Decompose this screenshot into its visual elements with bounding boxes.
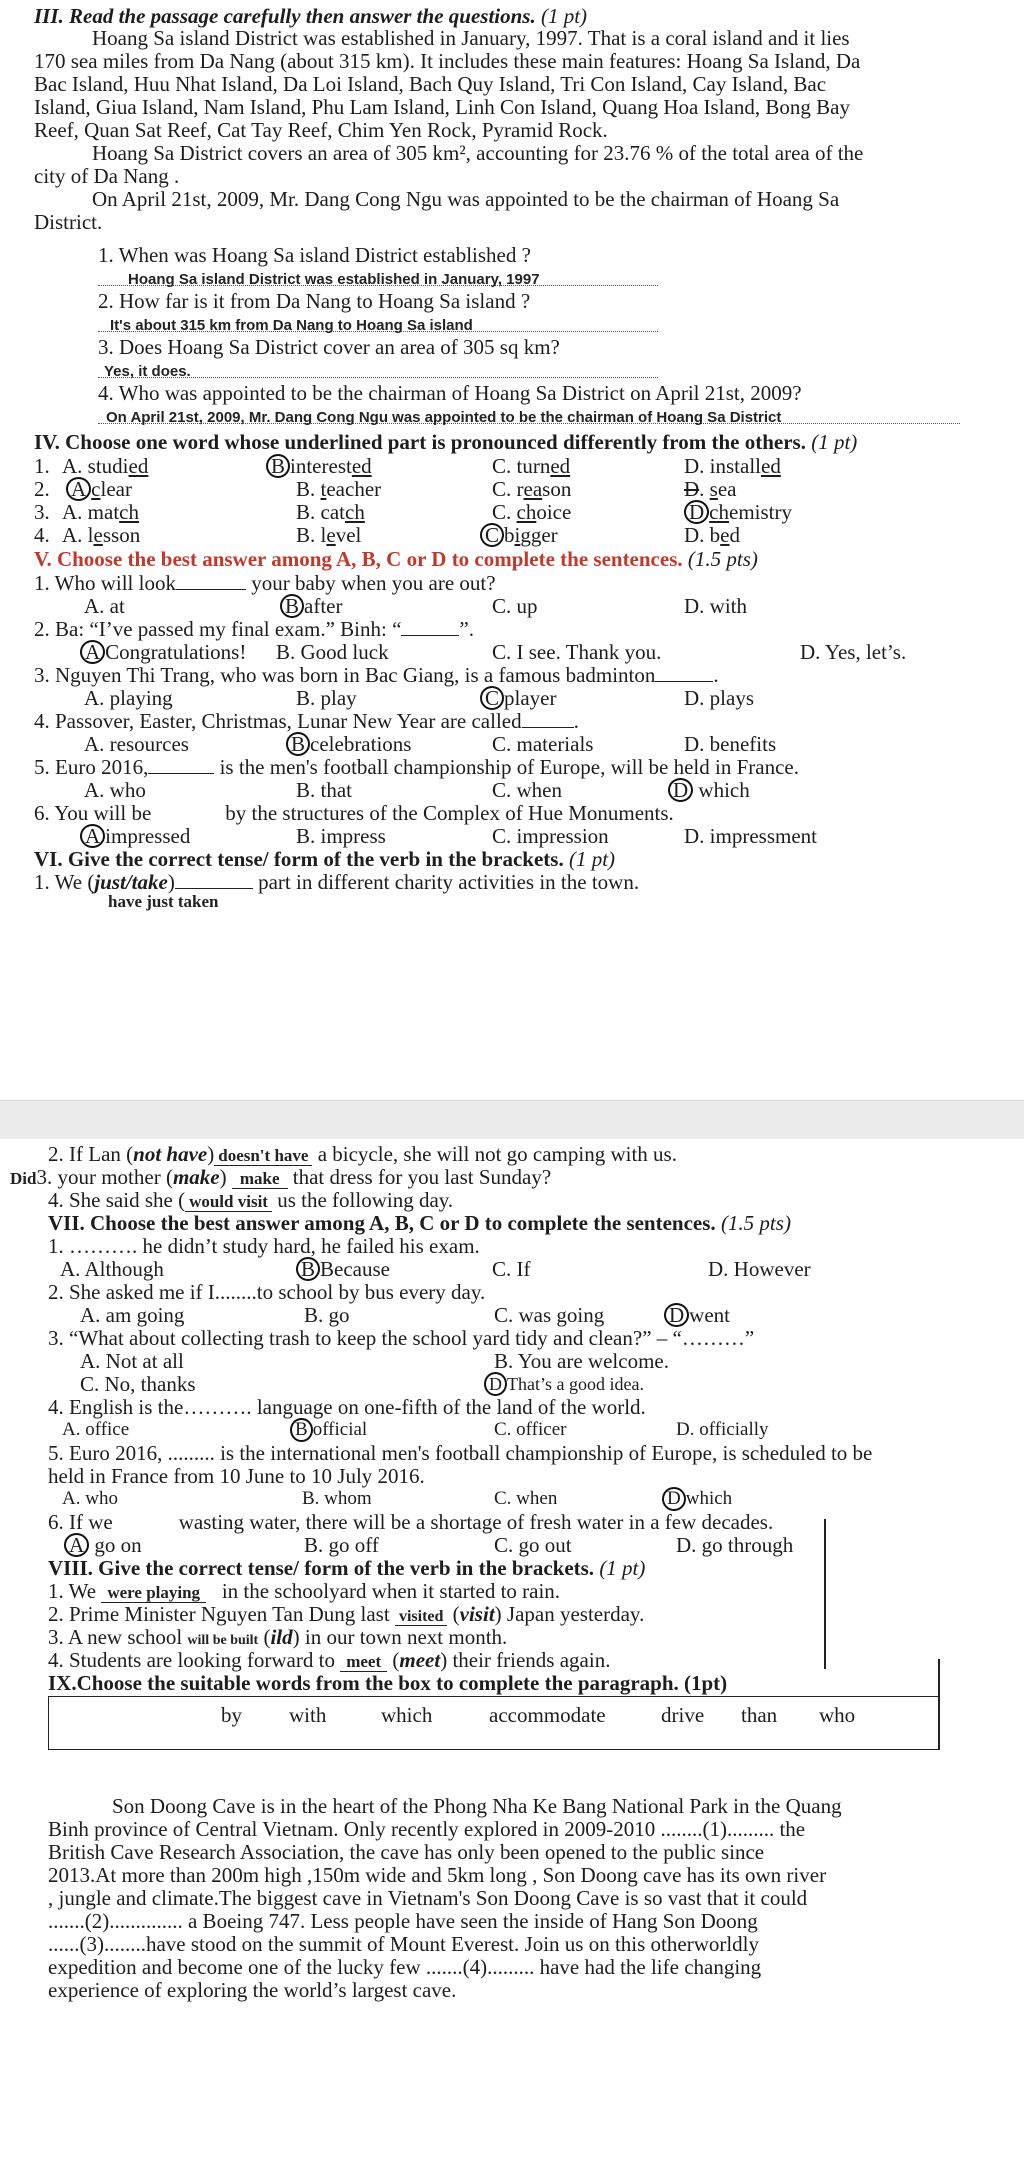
worksheet-page-2: [0, 1139, 1024, 2158]
option-c-circled[interactable]: C bigger: [480, 523, 558, 547]
option-a[interactable]: A. who: [84, 778, 146, 802]
section-4-row: 4. A. lesson B. level C bigger D. bed: [34, 523, 740, 547]
word-box-item[interactable]: which: [381, 1703, 433, 1727]
verb-question-2: 2. Prime Minister Nguyen Tan Dung last visited (visit) Japan yesterday.: [48, 1602, 645, 1626]
option-c[interactable]: C. reason: [492, 477, 572, 501]
section-4-row: 2. A clear B. teacher C. reason D. sea: [34, 477, 737, 501]
margin-line: [938, 1659, 940, 1749]
option-d[interactable]: D. officially: [676, 1419, 769, 1440]
options-row: [62, 1418, 962, 1442]
paragraph-line: 2013.At more than 200m high ,150m wide and 5km long , Son Doong cave has its own river: [48, 1863, 827, 1887]
option-a[interactable]: A. match: [62, 500, 139, 524]
paragraph-line: British Cave Research Association, the cave has only been opened to the public since: [48, 1840, 765, 1864]
option-c[interactable]: C. was going: [494, 1303, 605, 1327]
question-stem: 1. Who will look your baby when you are out?: [34, 571, 496, 595]
option-a[interactable]: A. Not at all: [80, 1349, 184, 1373]
option-a[interactable]: A. am going: [80, 1303, 185, 1327]
answer-line-2: It's about 315 km from Da Nang to Hoang Sa island: [98, 311, 658, 332]
options-row: [64, 1533, 964, 1557]
question-stem: 5. Euro 2016, is the men's football championship of Europe, will be held in France.: [34, 755, 799, 779]
paragraph-line: ......(3)........have stood on the summit of Mount Everest. Join us on this otherworldly: [48, 1932, 760, 1956]
option-d[interactable]: D. benefits: [684, 732, 777, 756]
verb-question-3: Did3. your mother (make) make that dress for you last Sunday?: [10, 1165, 552, 1189]
question-stem: 3. “What about collecting trash to keep the school yard tidy and clean?” – “………”: [48, 1326, 755, 1350]
section-8-heading: VIII. Give the correct tense/ form of the verb in the brackets. (1 pt): [48, 1556, 646, 1580]
passage-line: Island, Giua Island, Nam Island, Phu Lam Island, Linh Con Island, Quang Hoa Island, Bong Bay: [34, 95, 850, 119]
passage-line: On April 21st, 2009, Mr. Dang Cong Ngu was appointed to be the chairman of Hoang Sa: [92, 187, 840, 211]
option-b-circled[interactable]: B celebrations: [286, 732, 411, 756]
option-d[interactable]: D. with: [684, 594, 747, 618]
question-stem: 4. English is the………. language on one-fifth of the land of the world.: [48, 1395, 646, 1419]
option-d[interactable]: D. Yes, let’s.: [800, 640, 907, 664]
options-row: [84, 732, 984, 756]
word-box-item[interactable]: who: [819, 1703, 856, 1727]
answer-line-3: Yes, it does.: [98, 357, 658, 378]
option-d[interactable]: D. plays: [684, 686, 754, 710]
word-box-item[interactable]: with: [289, 1703, 327, 1727]
verb-question-1: 1. We (just/take) part in different charity activities in the town.: [34, 870, 640, 894]
passage-line: Reef, Quan Sat Reef, Cat Tay Reef, Chim Yen Rock, Pyramid Rock.: [34, 118, 608, 142]
question-stem: 3. Nguyen Thi Trang, who was born in Bac Giang, is a famous badminton .: [34, 663, 719, 687]
option-c[interactable]: C. If: [492, 1257, 531, 1281]
option-d-circled[interactable]: D went: [664, 1303, 730, 1327]
options-row: [80, 824, 1000, 848]
option-d[interactable]: D. However: [708, 1257, 811, 1281]
question-stem: 2. Ba: “I’ve passed my final exam.” Binh: “ ”.: [34, 617, 474, 641]
option-b-circled[interactable]: B after: [280, 594, 342, 618]
margin-line: [824, 1519, 826, 1669]
option-c[interactable]: C. officer: [494, 1419, 567, 1440]
paragraph-line: expedition and become one of the lucky few .......(4)......... have had the life changing: [48, 1955, 762, 1979]
option-b[interactable]: B. go: [304, 1303, 350, 1327]
option-a[interactable]: A. playing: [84, 686, 173, 710]
verb-question-2: 2. If Lan (not have) doesn't have a bicycle, she will not go camping with us.: [48, 1142, 677, 1166]
option-b[interactable]: B. catch: [296, 500, 365, 524]
option-b[interactable]: B. You are welcome.: [494, 1349, 669, 1373]
option-b[interactable]: B. whom: [302, 1488, 372, 1509]
option-a-circled[interactable]: A impressed: [80, 824, 190, 848]
option-b[interactable]: B. impress: [296, 824, 386, 848]
question-stem: 4. Passover, Easter, Christmas, Lunar New Year are called .: [34, 709, 579, 733]
option-c[interactable]: C. up: [492, 594, 538, 618]
verb-question-4: 4. Students are looking forward to meet (meet) their friends again.: [48, 1648, 611, 1672]
options-row: [84, 686, 984, 710]
section-4-row: 3. A. match B. catch C. choice D chemistry: [34, 500, 792, 524]
option-b[interactable]: B. that: [296, 778, 352, 802]
word-box-item[interactable]: by: [221, 1703, 242, 1727]
option-b[interactable]: B. level: [296, 523, 362, 547]
option-b[interactable]: B. play: [296, 686, 357, 710]
section-3-heading: III. Read the passage carefully then answer the questions. (1 pt): [34, 4, 588, 28]
option-d[interactable]: D. bed: [684, 523, 740, 547]
option-a[interactable]: A. office: [62, 1419, 130, 1440]
option-c[interactable]: C. when: [494, 1488, 558, 1509]
question-stem: 6. You will be by the structures of the Complex of Hue Monuments.: [34, 801, 674, 825]
paragraph-line: experience of exploring the world’s largest cave.: [48, 1978, 457, 2002]
answer-line-4: On April 21st, 2009, Mr. Dang Cong Ngu was appointed to be the chairman of Hoang Sa District: [98, 403, 960, 424]
verb-question-1: 1. We were playing in the schoolyard when it started to rain.: [48, 1579, 561, 1603]
word-box-item[interactable]: accommodate: [489, 1703, 606, 1727]
passage-line: District.: [34, 210, 103, 234]
question-stem: 6. If we wasting water, there will be a shortage of fresh water in a few decades.: [48, 1510, 774, 1534]
options-row: [80, 1349, 980, 1373]
section-4-row: 1. A. studied B interested C. turned D. installed: [34, 454, 781, 478]
option-c[interactable]: C. materials: [492, 732, 594, 756]
passage-line: city of Da Nang .: [34, 164, 180, 188]
question-stem: 5. Euro 2016, ......... is the international men's football championship of Europe, is scheduled to be: [48, 1441, 873, 1465]
paragraph-line: Son Doong Cave is in the heart of the Phong Nha Ke Bang National Park in the Quang: [112, 1794, 842, 1818]
question-2: 2. How far is it from Da Nang to Hoang Sa island ?: [98, 289, 531, 313]
paragraph-line: Binh province of Central Vietnam. Only recently explored in 2009-2010 ........(1)......... the: [48, 1817, 806, 1841]
option-b-circled[interactable]: B Because: [296, 1257, 390, 1281]
answer-line-1: Hoang Sa island District was established in January, 1997: [98, 265, 658, 286]
option-b[interactable]: B. Good luck: [276, 640, 389, 664]
question-stem-continued: held in France from 10 June to 10 July 2016.: [48, 1464, 425, 1488]
option-d[interactable]: D. installed: [684, 454, 781, 478]
options-row: [80, 1372, 980, 1396]
question-stem: 2. She asked me if I........to school by bus every day.: [48, 1280, 486, 1304]
section-9-heading: IX.Choose the suitable words from the box to complete the paragraph. (1pt): [48, 1671, 728, 1695]
option-c[interactable]: C. when: [492, 778, 562, 802]
paragraph-line: , jungle and climate.The biggest cave in Vietnam's Son Doong Cave is so vast that it could: [48, 1886, 808, 1910]
options-row: [60, 1257, 960, 1281]
question-3: 3. Does Hoang Sa District cover an area of 305 sq km?: [98, 335, 560, 359]
option-d-circled[interactable]: D which: [662, 1487, 732, 1511]
handwritten-answer: have just taken: [108, 892, 219, 911]
option-d-circled[interactable]: D That’s a good idea.: [484, 1372, 644, 1396]
option-d-struck[interactable]: D. sea: [684, 477, 737, 501]
option-a-circled[interactable]: A clear: [66, 477, 132, 501]
options-row: [80, 640, 1000, 664]
option-c[interactable]: C. No, thanks: [80, 1372, 196, 1396]
option-c-circled[interactable]: C player: [480, 686, 557, 710]
passage-line: Hoang Sa island District was established in January, 1997. That is a coral island and it lies: [92, 26, 850, 50]
option-d[interactable]: D. impressment: [684, 824, 817, 848]
options-row: [80, 1303, 980, 1327]
question-stem: 1. ………. he didn’t study hard, he failed his exam.: [48, 1234, 480, 1258]
option-d-circled[interactable]: D chemistry: [684, 500, 792, 524]
page-separator: [0, 1100, 1024, 1140]
option-a[interactable]: A. Although: [60, 1257, 164, 1281]
verb-question-4: 4. She said she ( would visit us the following day.: [48, 1188, 454, 1212]
section-6-heading: VI. Give the correct tense/ form of the verb in the brackets. (1 pt): [34, 847, 616, 871]
option-b[interactable]: B. go off: [304, 1533, 379, 1557]
options-row: [84, 594, 984, 618]
option-d[interactable]: D. go through: [676, 1533, 794, 1557]
options-row: [84, 778, 984, 802]
option-a[interactable]: A. at: [84, 594, 125, 618]
option-c[interactable]: C. impression: [492, 824, 609, 848]
option-d-circled[interactable]: D which: [668, 778, 750, 802]
option-c[interactable]: C. go out: [494, 1533, 572, 1557]
option-c[interactable]: C. turned: [492, 454, 571, 478]
passage-line: Bac Island, Huu Nhat Island, Da Loi Island, Bach Quy Island, Tri Con Island, Cay Island, Bac: [34, 72, 827, 96]
paragraph-line: .......(2).............. a Boeing 747. Less people have seen the inside of Hang Son Doong: [48, 1909, 758, 1933]
word-box-item[interactable]: than: [741, 1703, 778, 1727]
section-7-heading: VII. Choose the best answer among A, B, C or D to complete the sentences. (1.5 pts): [48, 1211, 791, 1235]
option-a[interactable]: A. resources: [84, 732, 189, 756]
option-a-circled[interactable]: A go on: [64, 1533, 142, 1557]
option-b[interactable]: B. teacher: [296, 477, 382, 501]
passage-line: Hoang Sa District covers an area of 305 km², accounting for 23.76 % of the total area of the: [92, 141, 864, 165]
question-1: 1. When was Hoang Sa island District established ?: [98, 243, 531, 267]
question-4: 4. Who was appointed to be the chairman of Hoang Sa District on April 21st, 2009?: [98, 381, 802, 405]
word-box: [48, 1696, 940, 1750]
option-b-circled[interactable]: B interested: [266, 454, 372, 478]
option-a-circled[interactable]: A Congratulations!: [80, 640, 246, 664]
option-a[interactable]: A. studied: [62, 454, 149, 478]
options-row: [62, 1487, 962, 1511]
option-a[interactable]: A. who: [62, 1488, 118, 1509]
option-c[interactable]: C. I see. Thank you.: [492, 640, 662, 664]
verb-question-3: 3. A new school will be built (ild) in our town next month.: [48, 1625, 508, 1649]
option-c[interactable]: C. choice: [492, 500, 572, 524]
option-b-circled[interactable]: B official: [290, 1418, 367, 1442]
section-5-heading: V. Choose the best answer among A, B, C or D to complete the sentences. (1.5 pts): [34, 547, 758, 571]
passage-line: 170 sea miles from Da Nang (about 315 km). It includes these main features: Hoang Sa Island, Da: [34, 49, 861, 73]
section-4-heading: IV. Choose one word whose underlined part is pronounced differently from the others. (1 pt): [34, 430, 858, 454]
option-a[interactable]: A. lesson: [62, 523, 141, 547]
word-box-item[interactable]: drive: [661, 1703, 705, 1727]
